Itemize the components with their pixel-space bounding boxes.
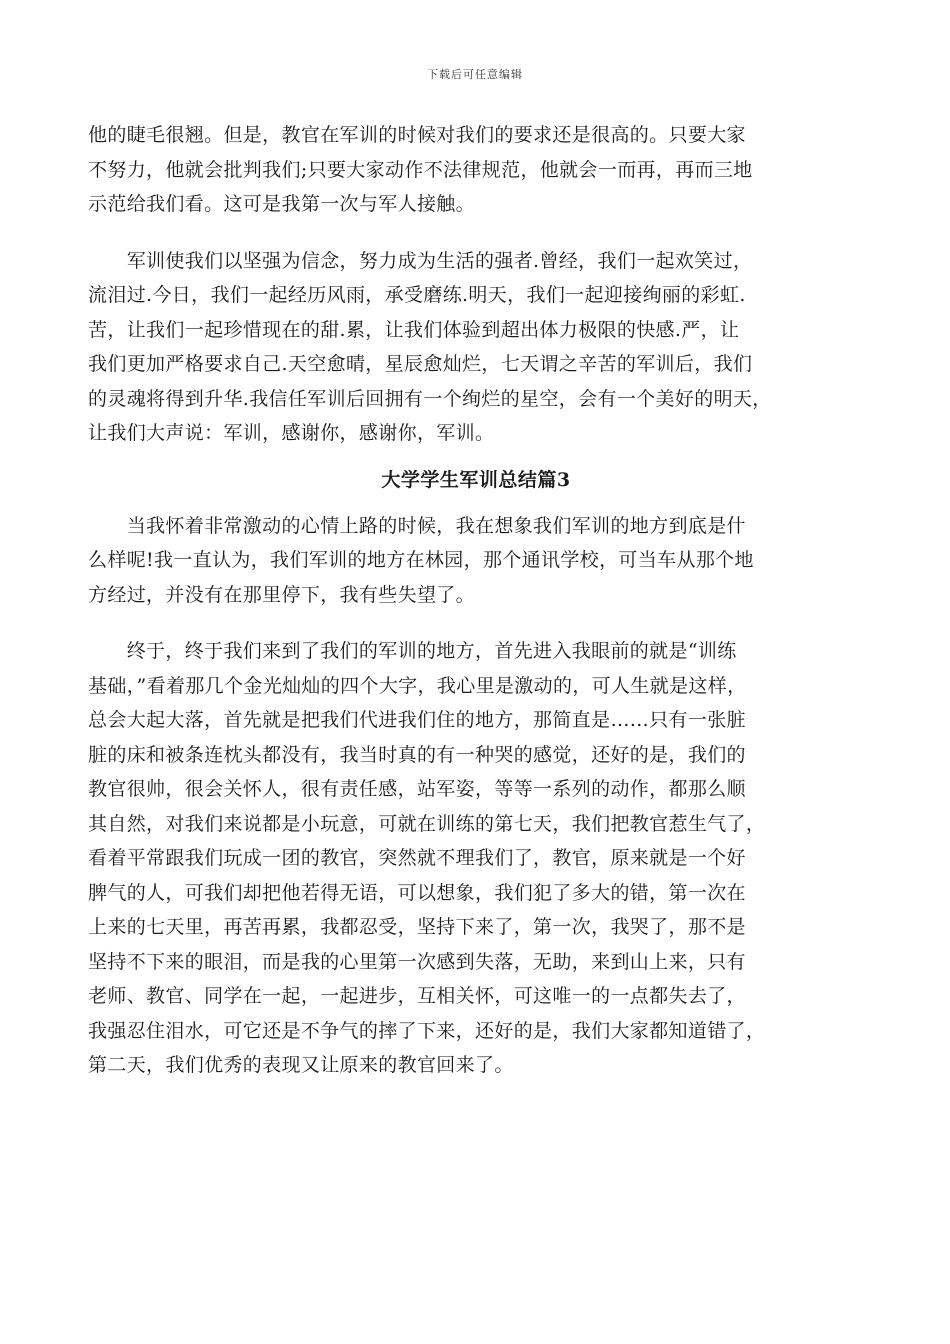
text-line: 总会大起大落，首先就是把我们代进我们住的地方，那简直是……只有一张脏 xyxy=(88,709,746,731)
text-line: 苦，让我们一起珍惜现在的甜.累，让我们体验到超出体力极限的快感.严，让 xyxy=(88,318,740,341)
page-header: 下载后可任意编辑 xyxy=(427,68,523,81)
text-line: 上来的七天里，再苦再累，我都忍受，坚持下来了，第一次，我哭了，那不是 xyxy=(88,916,746,938)
text-line: 方经过，并没有在那里停下，我有些失望了。 xyxy=(88,583,476,606)
text-line: 终于，终于我们来到了我们的军训的地方，首先进入我眼前的就是“训练 xyxy=(88,640,737,662)
section-title: 大学学生军训总结篇3 xyxy=(381,468,571,491)
text-line: 脾气的人，可我们却把他若得无语，可以想象，我们犯了多大的错，第一次在 xyxy=(88,881,746,904)
text-line: 示范给我们看。这可是我第一次与军人接触。 xyxy=(88,193,476,215)
text-line: 流泪过.今日，我们一起经历风雨，承受磨练.明天，我们一起迎接绚丽的彩虹. xyxy=(88,284,746,306)
text-line: 军训使我们以坚强为信念，努力成为生活的强者.曾经，我们一起欢笑过， xyxy=(88,249,753,272)
text-line: 我们更加严格要求自己.天空愈晴，星辰愈灿烂，七天谓之辛苦的军训后，我们 xyxy=(88,353,753,375)
text-line: 其自然，对我们来说都是小玩意，可就在训练的第七天，我们把教官惹生气了， xyxy=(88,812,766,835)
text-line: 第二天，我们优秀的表现又让原来的教官回来了。 xyxy=(88,1054,514,1076)
paragraph-3 xyxy=(88,509,864,613)
paragraph-gap xyxy=(88,612,864,634)
document-body xyxy=(88,118,864,1083)
paragraph-gap xyxy=(88,222,864,244)
section-gap xyxy=(88,497,864,509)
paragraph-4 xyxy=(88,634,864,1083)
text-line: 脏的床和被条连枕头都没有，我当时真的有一种哭的感觉，还好的是，我们的 xyxy=(88,743,746,766)
text-line: 老师、教官、同学在一起，一起进步，互相关怀，可这唯一的一点都失去了， xyxy=(88,985,746,1007)
paragraph-1 xyxy=(88,118,864,222)
text-line: 他的睫毛很翘。但是，教官在军训的时候对我们的要求还是很高的。只要大家 xyxy=(88,124,746,146)
text-line: 我强忍住泪水，可它还是不争气的摔了下来，还好的是，我们大家都知道错了， xyxy=(88,1019,766,1042)
text-line: 的灵魂将得到升华.我信任军训后回拥有一个绚烂的星空，会有一个美好的明天， xyxy=(88,387,772,410)
text-line: 不努力，他就会批判我们;只要大家动作不法律规范，他就会一而再，再而三地 xyxy=(88,158,753,181)
text-line: 么样呢!我一直认为，我们军训的地方在林园，那个通讯学校，可当车从那个地 xyxy=(88,549,754,571)
text-line: 基础，”看着那几个金光灿灿的四个大字，我心里是激动的，可人生就是这样， xyxy=(88,674,747,697)
text-line: 看着平常跟我们玩成一团的教官，突然就不理我们了，教官，原来就是一个好 xyxy=(88,847,746,869)
section-gap xyxy=(88,451,864,463)
paragraph-2 xyxy=(88,244,864,451)
text-line: 坚持不下来的眼泪，而是我的心里第一次感到失落，无助，来到山上来，只有 xyxy=(88,950,746,973)
text-line: 教官很帅，很会关怀人，很有责任感，站军姿，等等一系列的动作，都那么顺 xyxy=(88,778,746,800)
text-line: 让我们大声说：军训，感谢你，感谢你，军训。 xyxy=(88,422,495,444)
text-line: 当我怀着非常激动的心情上路的时候，我在想象我们军训的地方到底是什 xyxy=(88,514,746,537)
